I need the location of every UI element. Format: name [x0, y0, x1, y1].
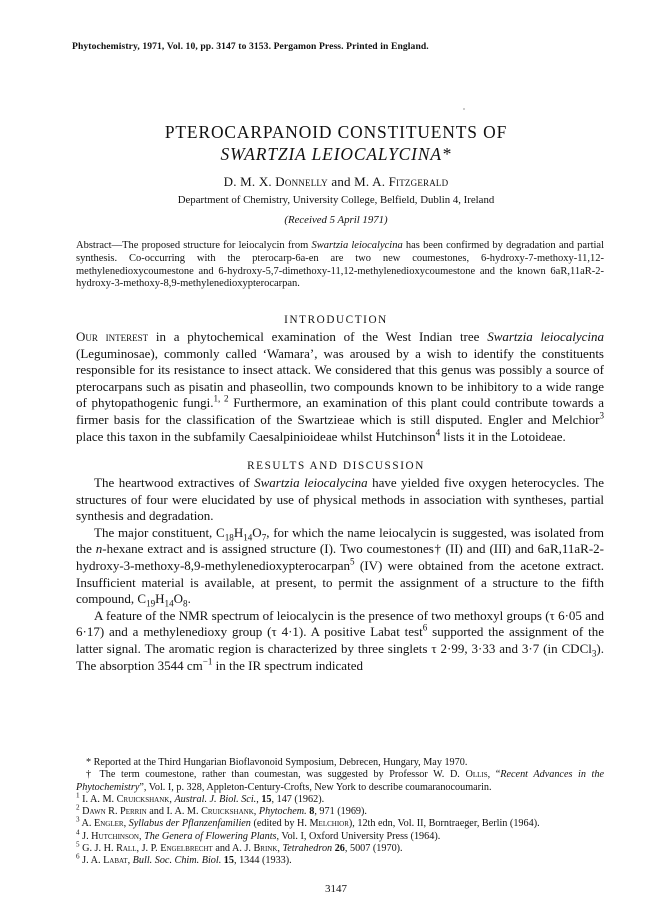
reference-text: A.	[79, 818, 94, 830]
formula-subscript: 8	[183, 598, 188, 609]
results-heading: RESULTS AND DISCUSSION	[247, 460, 425, 472]
results-paragraph-1	[76, 475, 604, 525]
lead-in: Our interest	[76, 329, 149, 344]
author-2: M. A. Fitzgerald	[354, 174, 449, 189]
footnote-author: Ollis	[465, 769, 488, 781]
abstract-text: —The proposed structure for leiocalycin from	[111, 240, 312, 251]
reference-text: ,	[138, 830, 145, 842]
reference-book-title: Syllabus der Pflanzenfamilien	[128, 818, 251, 830]
species-name: Swartzia leiocalycina	[487, 329, 604, 344]
species-name: Swartzia leiocalycina	[254, 475, 368, 490]
body-text: H	[155, 591, 165, 607]
body-text: (Leguminosae), commonly called ‘Wamara’, was aroused by a wish to identify the constituents responsible for its resistance to insect attack. We considered that this genus was possibly a source of pterocarpans such as pisatin and phaseollin, two compounds known to be inhibitory to a wide range of phytopathogenic fungi.	[76, 345, 604, 411]
italic-prefix: n	[95, 541, 103, 557]
reference-number: 4	[76, 828, 80, 837]
reference-number: 2	[76, 803, 80, 812]
citation: 1, 2	[213, 394, 229, 405]
body-text: O	[173, 591, 184, 607]
reference-text: , 147 (1962).	[271, 793, 325, 805]
body-text: (IV) were obtained from the acetone extract. Insufficient material is available, at present, to permit the assignment of a structure to the fifth compound, C	[76, 557, 604, 607]
reference-author: Cruickshank	[201, 806, 254, 818]
reference-text: , 1344 (1933).	[233, 855, 292, 867]
reference-journal: Bull. Soc. Chim. Biol.	[132, 855, 222, 867]
article-title-line-2: SWARTZIA LEIOCALYCINA*	[220, 144, 452, 164]
formula-subscript: 7	[261, 532, 267, 543]
reference-text: (edited by H.	[250, 818, 310, 830]
citation: 5	[350, 556, 355, 567]
reference-author: Engelbrecht	[160, 843, 213, 855]
reference-journal: Austral. J. Biol. Sci.	[174, 793, 257, 805]
results-paragraph-3	[76, 608, 604, 674]
body-text: , for which the name leiocalycin is suggested, was isolated from the	[76, 524, 604, 557]
reference-text: and A. J.	[212, 843, 254, 855]
author-line	[0, 174, 672, 190]
reference-journal: Tetrahedron	[282, 843, 333, 855]
reference-text: ,	[277, 843, 283, 855]
footnote-text: , “	[487, 769, 501, 781]
author-1: D. M. X. Donnelly	[223, 174, 328, 189]
reference-number: 5	[76, 840, 80, 849]
affiliation: Department of Chemistry, University College, Belfield, Dublin 4, Ireland	[177, 194, 495, 206]
abstract	[76, 240, 604, 291]
abstract-species: Swartzia leiocalycina	[311, 240, 403, 251]
reference-6	[76, 852, 604, 867]
footnote-asterisk: * Reported at the Third Hungarian Bioflavonoid Symposium, Debrecen, Hungary, May 1970.	[86, 757, 468, 768]
formula-subscript: 3	[591, 648, 597, 659]
results-paragraph-2	[76, 525, 604, 608]
reference-text: ,	[123, 818, 129, 830]
reference-text: J. A.	[79, 855, 104, 867]
reference-volume: 8	[309, 806, 315, 818]
body-text: .	[187, 591, 191, 607]
reference-author: Brink	[253, 843, 278, 855]
formula-subscript: 14	[164, 598, 174, 609]
introduction-paragraph	[76, 329, 604, 445]
body-text: A feature of the NMR spectrum of leiocalycin is the presence of two methoxyl groups (τ 6·05 and 6·17) and a methylenedioxy group (τ 4·1). A positive Labat test	[76, 607, 604, 640]
introduction-heading: INTRODUCTION	[284, 314, 388, 326]
body-text: O	[252, 524, 262, 540]
reference-text: ,	[127, 855, 133, 867]
reference-author: Dawn R. Perrin	[82, 806, 147, 818]
reference-volume: 15	[261, 793, 272, 805]
formula-subscript: 18	[224, 532, 234, 543]
footnote-dagger	[76, 769, 604, 794]
page-number: 3147	[325, 883, 347, 895]
body-text: in the IR spectrum indicated	[212, 657, 363, 673]
reference-2	[76, 803, 604, 818]
print-speck	[463, 108, 465, 110]
abstract-text: has been confirmed by degradation and partial synthesis. Co-occurring with the pterocarp-6a-en are two new coumestones, 6-hydroxy-7-methoxy-11,12-methylenedioxycoumestone and 6-hydroxy-5,7-dimethoxy-11,12-methylenedioxycoumestone and the known 6aR,11aR-2-hydroxy-3-methoxy-8,9-methylenedioxypterocarpan.	[76, 240, 604, 290]
running-head: Phytochemistry, 1971, Vol. 10, pp. 3147 to 3153. Pergamon Press. Printed in England.	[72, 41, 429, 52]
reference-text: ,	[256, 793, 262, 805]
reference-author: Rall	[116, 843, 137, 855]
footnotes	[76, 757, 604, 868]
received-date: (Received 5 April 1971)	[284, 214, 388, 226]
reference-number: 6	[76, 852, 80, 861]
reference-text: ), 12th edn, Vol. II, Borntraeger, Berlin (1964).	[348, 818, 540, 830]
reference-text: , Vol. I, Oxford University Press (1964).	[276, 830, 441, 842]
citation: 4	[435, 427, 441, 438]
reference-text: and I. A. M.	[146, 806, 202, 818]
body-text: Furthermore, an examination of this plant could contribute towards a firmer basis for the classification of the Swartzieae which is still disputed. Engler and Melchior	[76, 395, 604, 427]
reference-1	[76, 791, 604, 806]
formula-subscript: 14	[243, 532, 253, 543]
unit-superscript: −1	[202, 656, 213, 667]
reference-text: , J. P.	[136, 843, 161, 855]
body-text: The heartwood extractives of	[94, 475, 255, 490]
body-text: ). The absorption 3544 cm	[76, 640, 604, 673]
citation: 3	[599, 410, 604, 421]
reference-text: J.	[79, 830, 92, 842]
reference-number: 3	[76, 816, 80, 825]
body-text: -hexane extract and is assigned structure (I). Two coumestones† (II) and (III) and 6aR,11aR-2-hydroxy-3-methoxy-8,9-methylenedioxypterocarpan	[76, 541, 604, 573]
body-text: lists it in the Lotoideae.	[440, 428, 566, 444]
reference-3	[76, 818, 604, 830]
body-text: place this taxon in the subfamily Caesalpinioideae whilst Hutchinson	[76, 428, 436, 444]
footnote-text: ”, Vol. I, p. 328, Appleton-Century-Crofts, New York to describe coumaranocoumarin.	[139, 781, 492, 793]
reference-5	[76, 840, 604, 855]
citation: 6	[422, 623, 428, 634]
formula-subscript: 19	[146, 598, 156, 609]
reference-volume: 26	[334, 843, 345, 855]
author-conjunction: and	[331, 174, 351, 189]
reference-volume: 15	[223, 855, 234, 867]
reference-text: ,	[253, 806, 259, 818]
reference-text: G. J. H.	[79, 843, 117, 855]
footnote-book-title: Recent Advances in the Phytochemistry	[76, 769, 604, 793]
article-title-line-1: PTEROCARPANOID CONSTITUENTS OF	[164, 122, 508, 142]
reference-text: I. A. M.	[79, 793, 117, 805]
reference-text: ,	[169, 793, 175, 805]
reference-author: Engler	[94, 818, 124, 830]
reference-author: Labat	[103, 855, 128, 867]
reference-text: , 971 (1969).	[314, 806, 367, 818]
reference-4	[76, 828, 604, 843]
body-text: in a phytochemical examination of the West Indian tree	[148, 329, 488, 344]
results-section	[76, 475, 604, 674]
reference-book-title: The Genera of Flowering Plants	[144, 830, 277, 842]
reference-author: Cruickshank	[116, 793, 170, 805]
footnote-text: † The term coumestone, rather than coumestan, was suggested by Professor W. D.	[86, 769, 466, 781]
body-text: supported the assignment of the latter signal. The aromatic region is characterized by three singlets τ 2·99, 3·33 and 3·7 (in CDCl	[76, 624, 604, 656]
abstract-label: Abstract	[76, 240, 112, 251]
body-text: have yielded five oxygen heterocycles. The structures of four were elucidated by use of physical methods in association with syntheses, partial synthesis and degradation.	[76, 475, 604, 524]
body-text: H	[233, 524, 244, 540]
reference-author: Melchior	[309, 818, 349, 830]
reference-number: 1	[76, 791, 80, 800]
reference-journal: Phytochem.	[258, 806, 307, 818]
reference-text: , 5007 (1970).	[344, 843, 403, 855]
reference-author: Hutchinson	[91, 830, 139, 842]
body-text: The major constituent, C	[94, 524, 225, 540]
